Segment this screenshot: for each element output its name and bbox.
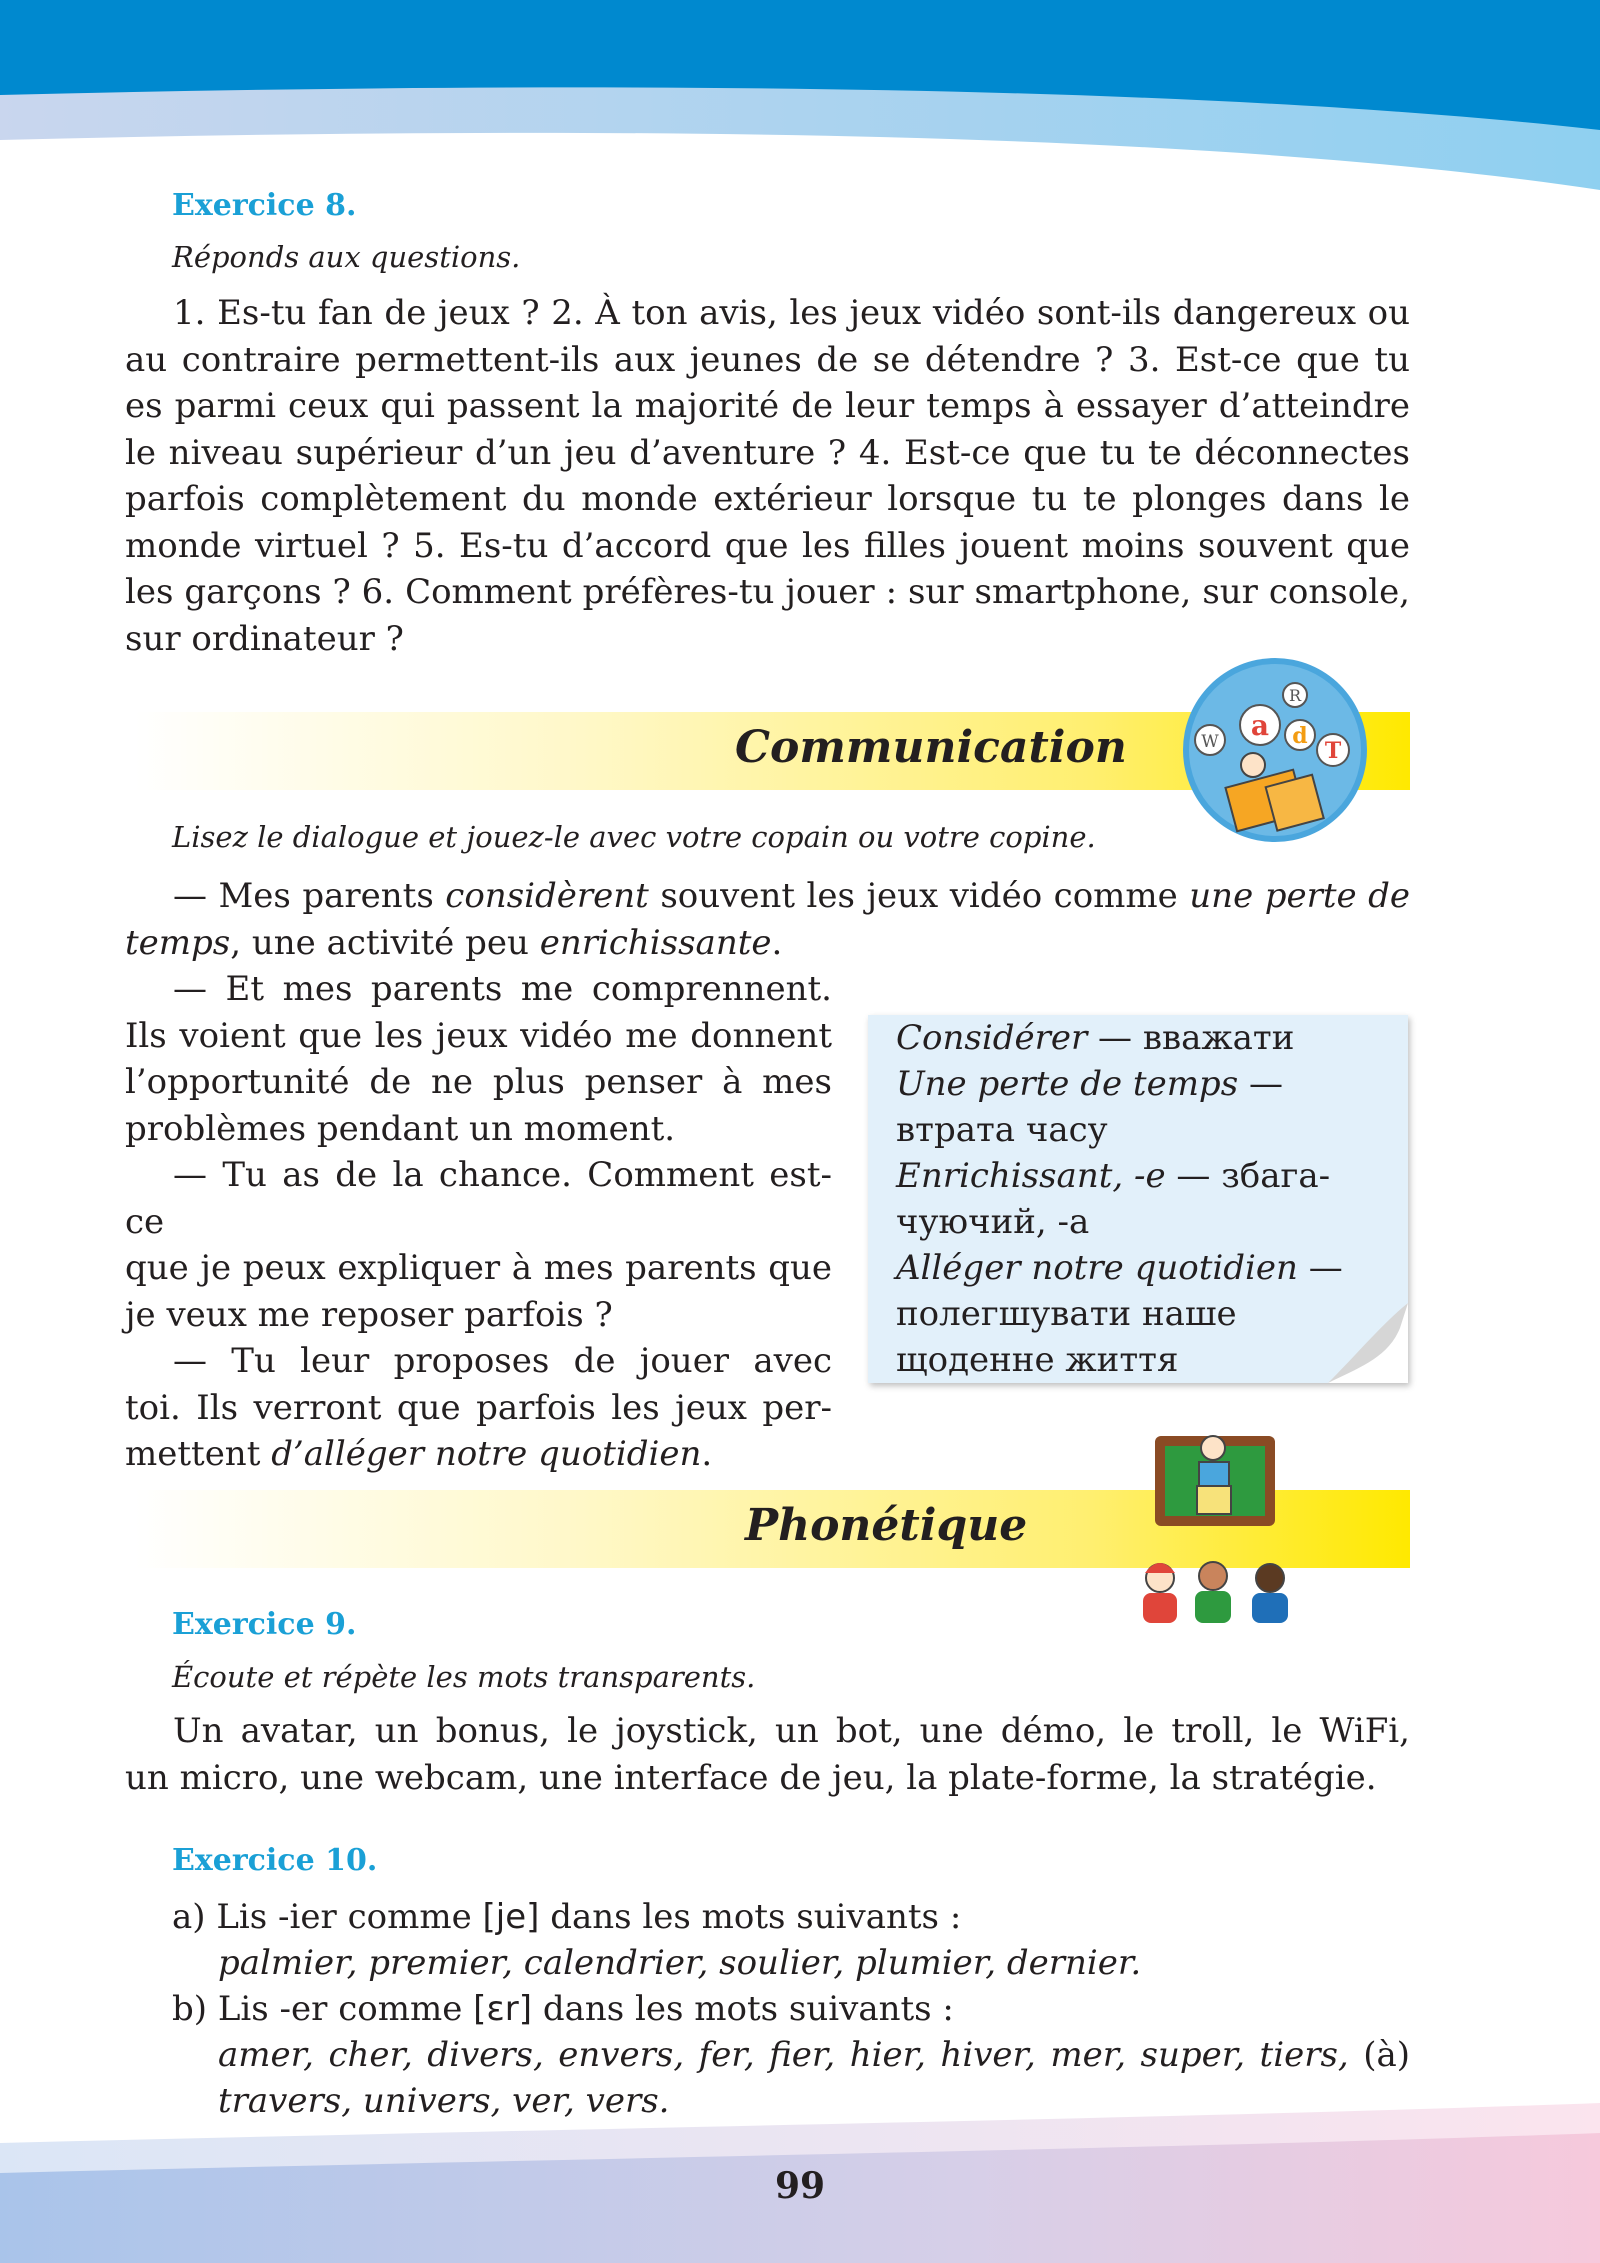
- vocab-translation: —: [1297, 1248, 1343, 1288]
- dialog-line: — Et mes parents me comprennent.: [173, 969, 832, 1009]
- text-run: considèrent: [445, 876, 649, 916]
- text-run: .: [701, 1434, 713, 1474]
- ex9-line: un micro, une webcam, une interface de jeu, la plate-forme, la stratégie.: [125, 1757, 1377, 1798]
- exercise-10a-words: palmier, premier, calendrier, soulier, plumier, dernier.: [218, 1943, 1142, 1983]
- vocab-term: Considérer: [896, 1018, 1088, 1058]
- communication-instruction: Lisez le dialogue et jouez-le avec votre copain ou votre copine.: [172, 820, 1096, 854]
- vocab-line: чуючий, -а: [896, 1202, 1090, 1242]
- exercise-10-title: Exercice 10.: [172, 1843, 378, 1878]
- letter-a-icon: a: [1250, 709, 1270, 742]
- dialog-line: je veux me reposer parfois ?: [125, 1294, 613, 1335]
- dialog-line: problèmes pendant un moment.: [125, 1108, 676, 1149]
- text-run: une perte de: [1189, 876, 1410, 916]
- vocab-term: Alléger notre quotidien: [896, 1248, 1298, 1288]
- ex8-line: au contraire permettent-ils aux jeunes de se détendre ? 3. Est-ce que tu: [125, 339, 1410, 380]
- text-run: dans les mots suivants :: [532, 1989, 954, 2029]
- phonetique-title: Phonétique: [745, 1500, 1028, 1551]
- dialog-line: toi. Ils verront que parfois les jeux per-: [125, 1387, 832, 1428]
- text-run: — Mes parents: [173, 876, 446, 916]
- text-run: b) Lis -er comme: [172, 1989, 474, 2029]
- exercise-10b-label: [172, 1986, 954, 2033]
- exercise-8-instruction: Réponds aux questions.: [172, 240, 521, 274]
- dialog-line: — Tu leur proposes de jouer avec: [173, 1341, 832, 1381]
- letter-w-icon: W: [1201, 732, 1219, 752]
- text-run: enrichissante: [539, 922, 772, 963]
- page-curl-icon: [1288, 1283, 1408, 1383]
- exercise-9-instruction: Écoute et répète les mots transparents.: [172, 1660, 756, 1694]
- vocab-line: [896, 1245, 1343, 1292]
- ex8-line: le niveau supérieur d’un jeu d’aventure ? 4. Est-ce que tu te déconnectes: [125, 432, 1410, 473]
- text-run: temps: [125, 922, 231, 963]
- vocab-translation: — збага-: [1165, 1156, 1331, 1196]
- exercise-9-words: [125, 1708, 1410, 1801]
- vocab-translation: —: [1238, 1064, 1283, 1104]
- vocab-line: полегшувати наше: [896, 1294, 1237, 1334]
- vocab-translation: — вважати: [1087, 1018, 1295, 1058]
- vocab-line: втрата часу: [896, 1110, 1108, 1150]
- letter-t-icon: T: [1324, 738, 1342, 764]
- exercise-9-title: Exercice 9.: [172, 1607, 357, 1642]
- dialog-line: que je peux expliquer à mes parents que: [125, 1248, 832, 1288]
- top-decorative-band: [0, 0, 1600, 200]
- page-number: 99: [774, 2165, 826, 2207]
- ex8-line: monde virtuel ? 5. Es-tu d’accord que les filles jouent moins souvent que: [125, 525, 1410, 566]
- dialog-line: — Tu as de la chance. Comment est-ce: [125, 1155, 832, 1242]
- text-run: souvent les jeux vidéo comme: [648, 876, 1190, 916]
- text-run: a) Lis -ier comme: [172, 1897, 483, 1937]
- ex8-line: parfois complètement du monde extérieur lorsque tu te plonges dans le: [125, 479, 1410, 519]
- vocab-line: [896, 1153, 1330, 1200]
- vocab-term: Une perte de temps: [896, 1064, 1239, 1104]
- dialog-line: [125, 1431, 832, 1478]
- exercise-10b-words: [218, 2032, 1410, 2079]
- phonetic-symbol: [ɛr]: [473, 1989, 533, 2029]
- text-run: , une activité peu: [230, 922, 540, 963]
- ex8-line: es parmi ceux qui passent la majorité de leur temps à essayer d’atteindre: [125, 386, 1410, 426]
- exercise-10b-words-cont: travers, univers, ver, vers.: [218, 2081, 670, 2121]
- vocab-line: [896, 1061, 1283, 1108]
- vocabulary-note: [868, 1015, 1408, 1383]
- text-run: amer, cher, divers, envers, fer, fier, hier, hiver, mer, super, tiers,: [218, 2035, 1349, 2075]
- vocab-term: Enrichissant, -e: [896, 1156, 1166, 1196]
- dialog-line: Ils voient que les jeux vidéo me donnent: [125, 1015, 832, 1056]
- dialog-column: [125, 966, 832, 1478]
- dialog-line: l’opportunité de ne plus penser à mes: [125, 1062, 832, 1102]
- text-run: .: [771, 922, 783, 963]
- dialog-line: [125, 920, 1410, 967]
- letter-r-icon: R: [1288, 686, 1302, 705]
- ex9-line: Un avatar, un bonus, le joystick, un bot, une démo, le troll, le WiFi,: [173, 1711, 1410, 1751]
- dialog-line: [125, 873, 1410, 920]
- letter-d-icon: d: [1292, 723, 1308, 749]
- communication-title: Communication: [735, 722, 1127, 773]
- vocab-line: щоденне життя: [896, 1340, 1179, 1380]
- ex8-line: les garçons ? 6. Comment préfères-tu jouer : sur smartphone, sur console,: [125, 572, 1410, 612]
- text-run: d’alléger notre quotidien: [271, 1434, 702, 1474]
- exercise-10a-label: [172, 1894, 961, 1941]
- teacher-illustration: [1125, 1428, 1315, 1628]
- ex8-line: 1. Es-tu fan de jeux ? 2. À ton avis, les jeux vidéo sont-ils dangereux ou: [173, 293, 1410, 333]
- dialog-intro: [125, 873, 1410, 966]
- vocab-line: [896, 1015, 1294, 1062]
- communication-illustration: [1175, 650, 1375, 850]
- ex8-line: sur ordinateur ?: [125, 618, 404, 659]
- text-run: mettent: [125, 1434, 272, 1474]
- exercise-8-questions: [125, 290, 1410, 662]
- exercise-8-title: Exercice 8.: [172, 188, 357, 223]
- text-run: (à): [1348, 2035, 1411, 2075]
- phonetic-symbol: [je]: [482, 1897, 540, 1937]
- text-run: dans les mots suivants :: [539, 1897, 962, 1937]
